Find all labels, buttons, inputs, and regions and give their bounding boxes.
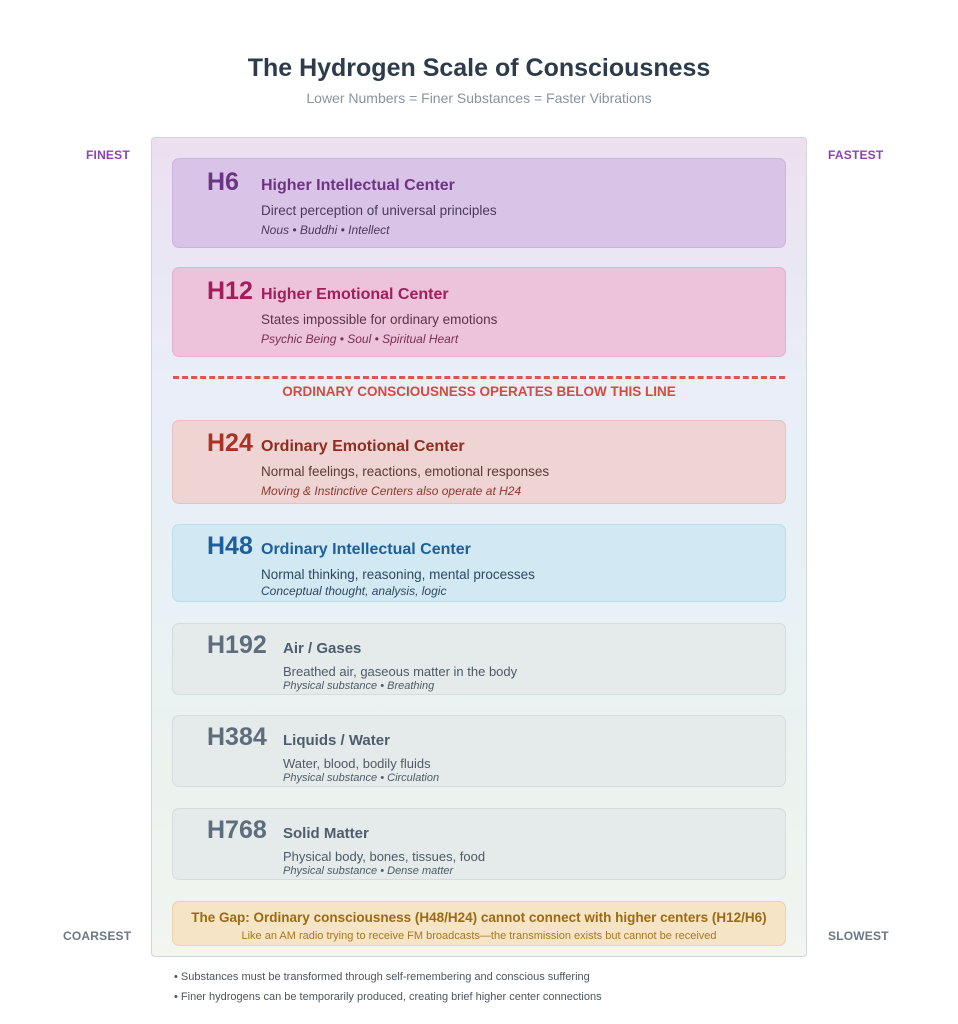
level-note: Physical substance • Dense matter	[283, 865, 454, 877]
level-h384	[172, 715, 786, 787]
level-note: Conceptual thought, analysis, logic	[261, 584, 447, 598]
footnote-item: • Finer hydrogens can be temporarily produced, creating brief higher center connections	[174, 991, 602, 1003]
level-description: Normal feelings, reactions, emotional responses	[261, 464, 550, 479]
level-code: H192	[207, 631, 267, 659]
level-description: Physical body, bones, tissues, food	[283, 849, 486, 864]
page-title: The Hydrogen Scale of Consciousness	[247, 54, 711, 82]
level-h12	[172, 267, 786, 357]
footnote-item: • Substances must be transformed through self-remembering and conscious suffering	[174, 971, 590, 983]
level-description: Water, blood, bodily fluids	[283, 756, 431, 771]
level-note: Physical substance • Breathing	[283, 680, 435, 692]
level-note: Physical substance • Circulation	[283, 772, 440, 784]
level-code: H48	[207, 532, 253, 560]
label-coarsest: COARSEST	[63, 929, 132, 943]
level-description: States impossible for ordinary emotions	[261, 312, 498, 327]
consciousness-divider-label: ORDINARY CONSCIOUSNESS OPERATES BELOW THIS LINE	[282, 384, 676, 399]
level-name: Liquids / Water	[283, 732, 390, 749]
level-h48	[172, 524, 786, 602]
label-fastest: FASTEST	[828, 148, 884, 162]
gap-callout	[172, 901, 786, 946]
level-note: Moving & Instinctive Centers also operate at H24	[261, 484, 522, 498]
level-name: Higher Emotional Center	[261, 286, 449, 303]
label-finest: FINEST	[86, 148, 130, 162]
level-code: H384	[207, 723, 267, 751]
page-subtitle: Lower Numbers = Finer Substances = Faster Vibrations	[306, 90, 652, 106]
gap-subtitle: Like an AM radio trying to receive FM broadcasts—the transmission exists but cannot be received	[241, 930, 717, 942]
level-description: Breathed air, gaseous matter in the body	[283, 664, 518, 679]
level-h24	[172, 420, 786, 504]
level-h192	[172, 623, 786, 695]
level-name: Ordinary Emotional Center	[261, 438, 465, 455]
gap-title: The Gap: Ordinary consciousness (H48/H24) cannot connect with higher centers (H12/H6)	[191, 910, 767, 925]
level-name: Air / Gases	[283, 640, 362, 657]
level-code: H6	[207, 168, 239, 196]
level-note: Psychic Being • Soul • Spiritual Heart	[261, 332, 459, 346]
level-h6	[172, 158, 786, 248]
label-slowest: SLOWEST	[828, 929, 889, 943]
level-h768	[172, 808, 786, 880]
level-note: Nous • Buddhi • Intellect	[261, 223, 390, 237]
level-name: Ordinary Intellectual Center	[261, 541, 471, 558]
footnotes	[174, 967, 602, 1007]
level-code: H768	[207, 816, 267, 844]
consciousness-divider-line	[173, 376, 785, 379]
level-code: H24	[207, 429, 253, 457]
level-description: Direct perception of universal principles	[261, 203, 497, 218]
level-code: H12	[207, 277, 253, 305]
level-name: Solid Matter	[283, 825, 369, 842]
level-description: Normal thinking, reasoning, mental processes	[261, 567, 535, 582]
level-name: Higher Intellectual Center	[261, 177, 455, 194]
